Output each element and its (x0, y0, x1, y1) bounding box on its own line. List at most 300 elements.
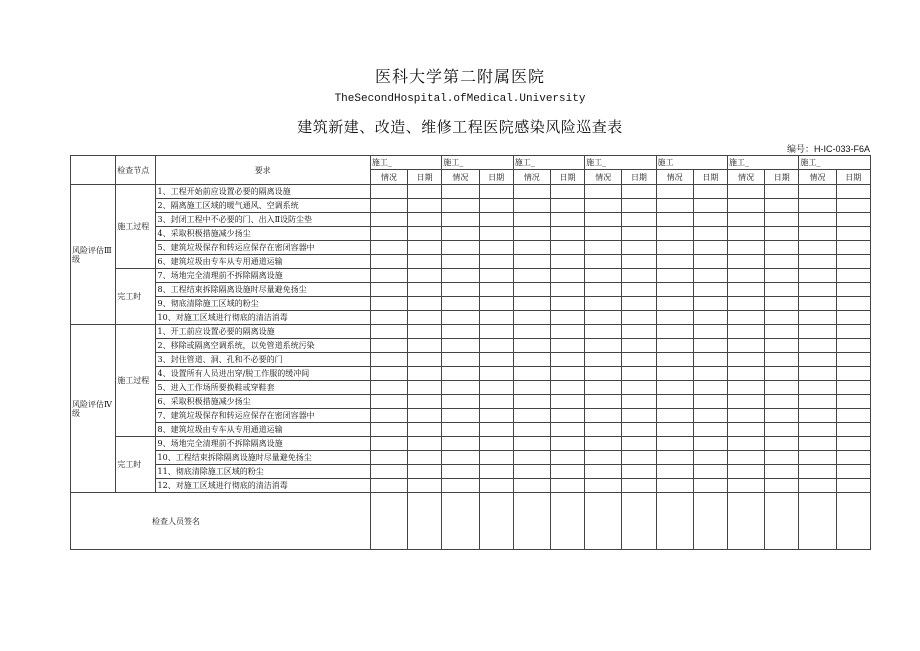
date-cell[interactable] (408, 227, 442, 241)
status-cell[interactable] (370, 283, 407, 297)
date-cell[interactable] (479, 255, 513, 269)
status-cell[interactable] (370, 255, 407, 269)
date-cell[interactable] (836, 339, 870, 353)
status-cell[interactable] (370, 339, 407, 353)
status-cell[interactable] (799, 297, 836, 311)
date-cell[interactable] (836, 297, 870, 311)
date-cell[interactable] (765, 409, 799, 423)
date-cell[interactable] (836, 269, 870, 283)
status-cell[interactable] (513, 255, 550, 269)
status-cell[interactable] (585, 185, 622, 199)
date-cell[interactable] (408, 479, 442, 493)
status-cell[interactable] (656, 269, 693, 283)
status-cell[interactable] (799, 283, 836, 297)
date-cell[interactable] (693, 199, 727, 213)
status-cell[interactable] (370, 409, 407, 423)
status-cell[interactable] (585, 451, 622, 465)
date-cell[interactable] (765, 395, 799, 409)
status-cell[interactable] (656, 479, 693, 493)
signature-cell[interactable] (656, 493, 693, 550)
status-cell[interactable] (370, 423, 407, 437)
date-cell[interactable] (622, 241, 656, 255)
status-cell[interactable] (656, 353, 693, 367)
status-cell[interactable] (442, 227, 479, 241)
date-cell[interactable] (550, 381, 584, 395)
status-cell[interactable] (585, 325, 622, 339)
status-cell[interactable] (513, 283, 550, 297)
date-cell[interactable] (836, 479, 870, 493)
status-cell[interactable] (370, 185, 407, 199)
date-cell[interactable] (622, 367, 656, 381)
date-cell[interactable] (836, 213, 870, 227)
date-cell[interactable] (550, 227, 584, 241)
date-cell[interactable] (408, 367, 442, 381)
status-cell[interactable] (727, 409, 764, 423)
status-cell[interactable] (513, 227, 550, 241)
date-cell[interactable] (550, 283, 584, 297)
date-cell[interactable] (408, 311, 442, 325)
status-cell[interactable] (799, 213, 836, 227)
date-cell[interactable] (765, 451, 799, 465)
signature-cell[interactable] (622, 493, 656, 550)
date-cell[interactable] (693, 213, 727, 227)
status-cell[interactable] (370, 465, 407, 479)
status-cell[interactable] (513, 269, 550, 283)
date-cell[interactable] (408, 451, 442, 465)
date-cell[interactable] (765, 311, 799, 325)
date-cell[interactable] (408, 199, 442, 213)
date-cell[interactable] (693, 353, 727, 367)
status-cell[interactable] (442, 409, 479, 423)
status-cell[interactable] (442, 185, 479, 199)
date-cell[interactable] (836, 437, 870, 451)
status-cell[interactable] (370, 479, 407, 493)
status-cell[interactable] (727, 353, 764, 367)
date-cell[interactable] (479, 395, 513, 409)
date-cell[interactable] (550, 409, 584, 423)
date-cell[interactable] (479, 465, 513, 479)
date-cell[interactable] (765, 353, 799, 367)
date-cell[interactable] (550, 325, 584, 339)
status-cell[interactable] (370, 269, 407, 283)
status-cell[interactable] (442, 325, 479, 339)
status-cell[interactable] (442, 269, 479, 283)
date-cell[interactable] (408, 283, 442, 297)
status-cell[interactable] (656, 437, 693, 451)
date-cell[interactable] (836, 311, 870, 325)
date-cell[interactable] (622, 255, 656, 269)
status-cell[interactable] (442, 437, 479, 451)
date-cell[interactable] (479, 269, 513, 283)
date-cell[interactable] (765, 423, 799, 437)
date-cell[interactable] (765, 339, 799, 353)
date-cell[interactable] (765, 381, 799, 395)
date-cell[interactable] (836, 395, 870, 409)
date-cell[interactable] (622, 199, 656, 213)
status-cell[interactable] (727, 297, 764, 311)
status-cell[interactable] (799, 395, 836, 409)
status-cell[interactable] (727, 269, 764, 283)
status-cell[interactable] (656, 227, 693, 241)
signature-cell[interactable] (370, 493, 407, 550)
status-cell[interactable] (513, 325, 550, 339)
status-cell[interactable] (513, 381, 550, 395)
date-cell[interactable] (550, 451, 584, 465)
status-cell[interactable] (656, 409, 693, 423)
status-cell[interactable] (727, 255, 764, 269)
status-cell[interactable] (656, 381, 693, 395)
date-cell[interactable] (693, 269, 727, 283)
date-cell[interactable] (836, 199, 870, 213)
date-cell[interactable] (622, 297, 656, 311)
signature-cell[interactable] (442, 493, 479, 550)
date-cell[interactable] (408, 241, 442, 255)
status-cell[interactable] (585, 311, 622, 325)
date-cell[interactable] (693, 409, 727, 423)
date-cell[interactable] (693, 395, 727, 409)
date-cell[interactable] (765, 325, 799, 339)
date-cell[interactable] (693, 297, 727, 311)
date-cell[interactable] (693, 283, 727, 297)
status-cell[interactable] (513, 465, 550, 479)
status-cell[interactable] (442, 395, 479, 409)
date-cell[interactable] (836, 423, 870, 437)
signature-cell[interactable] (408, 493, 442, 550)
status-cell[interactable] (656, 465, 693, 479)
status-cell[interactable] (442, 241, 479, 255)
status-cell[interactable] (585, 381, 622, 395)
date-cell[interactable] (836, 353, 870, 367)
date-cell[interactable] (693, 465, 727, 479)
status-cell[interactable] (799, 465, 836, 479)
status-cell[interactable] (727, 185, 764, 199)
date-cell[interactable] (479, 213, 513, 227)
status-cell[interactable] (585, 395, 622, 409)
status-cell[interactable] (656, 423, 693, 437)
status-cell[interactable] (513, 241, 550, 255)
date-cell[interactable] (550, 353, 584, 367)
status-cell[interactable] (585, 437, 622, 451)
signature-cell[interactable] (765, 493, 799, 550)
status-cell[interactable] (656, 367, 693, 381)
date-cell[interactable] (408, 437, 442, 451)
status-cell[interactable] (656, 339, 693, 353)
status-cell[interactable] (656, 213, 693, 227)
status-cell[interactable] (513, 423, 550, 437)
status-cell[interactable] (513, 451, 550, 465)
status-cell[interactable] (727, 199, 764, 213)
date-cell[interactable] (693, 451, 727, 465)
date-cell[interactable] (479, 325, 513, 339)
status-cell[interactable] (513, 353, 550, 367)
date-cell[interactable] (693, 423, 727, 437)
status-cell[interactable] (370, 451, 407, 465)
date-cell[interactable] (408, 325, 442, 339)
status-cell[interactable] (656, 199, 693, 213)
date-cell[interactable] (479, 227, 513, 241)
date-cell[interactable] (836, 325, 870, 339)
status-cell[interactable] (513, 395, 550, 409)
status-cell[interactable] (799, 479, 836, 493)
status-cell[interactable] (585, 353, 622, 367)
date-cell[interactable] (622, 451, 656, 465)
status-cell[interactable] (513, 311, 550, 325)
date-cell[interactable] (479, 241, 513, 255)
date-cell[interactable] (550, 185, 584, 199)
status-cell[interactable] (442, 465, 479, 479)
status-cell[interactable] (585, 199, 622, 213)
date-cell[interactable] (479, 297, 513, 311)
date-cell[interactable] (479, 283, 513, 297)
date-cell[interactable] (408, 395, 442, 409)
date-cell[interactable] (550, 479, 584, 493)
status-cell[interactable] (513, 367, 550, 381)
date-cell[interactable] (765, 297, 799, 311)
date-cell[interactable] (622, 269, 656, 283)
status-cell[interactable] (585, 367, 622, 381)
date-cell[interactable] (479, 185, 513, 199)
date-cell[interactable] (550, 437, 584, 451)
status-cell[interactable] (727, 339, 764, 353)
status-cell[interactable] (799, 185, 836, 199)
date-cell[interactable] (693, 311, 727, 325)
status-cell[interactable] (727, 227, 764, 241)
status-cell[interactable] (585, 227, 622, 241)
status-cell[interactable] (513, 437, 550, 451)
status-cell[interactable] (370, 437, 407, 451)
status-cell[interactable] (442, 423, 479, 437)
date-cell[interactable] (479, 353, 513, 367)
status-cell[interactable] (656, 311, 693, 325)
date-cell[interactable] (408, 409, 442, 423)
status-cell[interactable] (513, 479, 550, 493)
date-cell[interactable] (693, 437, 727, 451)
date-cell[interactable] (408, 353, 442, 367)
status-cell[interactable] (513, 213, 550, 227)
date-cell[interactable] (622, 311, 656, 325)
status-cell[interactable] (442, 199, 479, 213)
date-cell[interactable] (550, 213, 584, 227)
status-cell[interactable] (585, 241, 622, 255)
date-cell[interactable] (479, 381, 513, 395)
status-cell[interactable] (585, 409, 622, 423)
date-cell[interactable] (622, 213, 656, 227)
status-cell[interactable] (513, 297, 550, 311)
date-cell[interactable] (836, 255, 870, 269)
status-cell[interactable] (656, 325, 693, 339)
status-cell[interactable] (799, 339, 836, 353)
date-cell[interactable] (622, 339, 656, 353)
status-cell[interactable] (442, 367, 479, 381)
date-cell[interactable] (550, 311, 584, 325)
date-cell[interactable] (408, 297, 442, 311)
status-cell[interactable] (799, 367, 836, 381)
date-cell[interactable] (408, 213, 442, 227)
signature-cell[interactable] (479, 493, 513, 550)
status-cell[interactable] (442, 353, 479, 367)
date-cell[interactable] (693, 381, 727, 395)
status-cell[interactable] (513, 199, 550, 213)
date-cell[interactable] (765, 269, 799, 283)
date-cell[interactable] (408, 423, 442, 437)
date-cell[interactable] (693, 241, 727, 255)
status-cell[interactable] (656, 283, 693, 297)
date-cell[interactable] (550, 297, 584, 311)
status-cell[interactable] (727, 367, 764, 381)
status-cell[interactable] (585, 213, 622, 227)
status-cell[interactable] (727, 479, 764, 493)
date-cell[interactable] (765, 213, 799, 227)
status-cell[interactable] (442, 283, 479, 297)
status-cell[interactable] (656, 255, 693, 269)
status-cell[interactable] (656, 451, 693, 465)
date-cell[interactable] (765, 241, 799, 255)
date-cell[interactable] (693, 367, 727, 381)
date-cell[interactable] (765, 283, 799, 297)
date-cell[interactable] (836, 409, 870, 423)
status-cell[interactable] (799, 451, 836, 465)
date-cell[interactable] (550, 395, 584, 409)
status-cell[interactable] (513, 339, 550, 353)
status-cell[interactable] (799, 255, 836, 269)
status-cell[interactable] (799, 199, 836, 213)
signature-cell[interactable] (693, 493, 727, 550)
status-cell[interactable] (727, 451, 764, 465)
status-cell[interactable] (370, 241, 407, 255)
date-cell[interactable] (479, 437, 513, 451)
date-cell[interactable] (408, 381, 442, 395)
status-cell[interactable] (799, 269, 836, 283)
date-cell[interactable] (479, 479, 513, 493)
signature-cell[interactable] (550, 493, 584, 550)
signature-cell[interactable] (513, 493, 550, 550)
status-cell[interactable] (442, 311, 479, 325)
status-cell[interactable] (585, 255, 622, 269)
date-cell[interactable] (408, 185, 442, 199)
date-cell[interactable] (622, 283, 656, 297)
date-cell[interactable] (693, 255, 727, 269)
date-cell[interactable] (765, 227, 799, 241)
status-cell[interactable] (727, 395, 764, 409)
date-cell[interactable] (622, 353, 656, 367)
date-cell[interactable] (836, 451, 870, 465)
date-cell[interactable] (622, 395, 656, 409)
date-cell[interactable] (836, 185, 870, 199)
date-cell[interactable] (622, 227, 656, 241)
date-cell[interactable] (765, 367, 799, 381)
date-cell[interactable] (479, 367, 513, 381)
signature-cell[interactable] (585, 493, 622, 550)
date-cell[interactable] (408, 465, 442, 479)
date-cell[interactable] (550, 255, 584, 269)
status-cell[interactable] (370, 381, 407, 395)
status-cell[interactable] (370, 213, 407, 227)
status-cell[interactable] (442, 381, 479, 395)
date-cell[interactable] (765, 199, 799, 213)
date-cell[interactable] (836, 367, 870, 381)
date-cell[interactable] (622, 423, 656, 437)
date-cell[interactable] (693, 227, 727, 241)
date-cell[interactable] (622, 185, 656, 199)
date-cell[interactable] (622, 325, 656, 339)
date-cell[interactable] (693, 325, 727, 339)
date-cell[interactable] (622, 409, 656, 423)
date-cell[interactable] (550, 199, 584, 213)
date-cell[interactable] (765, 185, 799, 199)
status-cell[interactable] (442, 297, 479, 311)
date-cell[interactable] (622, 381, 656, 395)
date-cell[interactable] (479, 409, 513, 423)
date-cell[interactable] (622, 437, 656, 451)
date-cell[interactable] (765, 479, 799, 493)
status-cell[interactable] (585, 423, 622, 437)
status-cell[interactable] (799, 241, 836, 255)
status-cell[interactable] (370, 227, 407, 241)
status-cell[interactable] (799, 437, 836, 451)
date-cell[interactable] (408, 269, 442, 283)
date-cell[interactable] (836, 465, 870, 479)
signature-cell[interactable] (836, 493, 870, 550)
status-cell[interactable] (727, 437, 764, 451)
status-cell[interactable] (727, 465, 764, 479)
status-cell[interactable] (799, 227, 836, 241)
date-cell[interactable] (550, 367, 584, 381)
status-cell[interactable] (656, 395, 693, 409)
status-cell[interactable] (727, 325, 764, 339)
date-cell[interactable] (836, 241, 870, 255)
status-cell[interactable] (727, 213, 764, 227)
date-cell[interactable] (550, 423, 584, 437)
status-cell[interactable] (799, 325, 836, 339)
date-cell[interactable] (836, 227, 870, 241)
status-cell[interactable] (370, 367, 407, 381)
status-cell[interactable] (727, 423, 764, 437)
status-cell[interactable] (442, 255, 479, 269)
status-cell[interactable] (656, 297, 693, 311)
date-cell[interactable] (408, 255, 442, 269)
date-cell[interactable] (408, 339, 442, 353)
status-cell[interactable] (513, 185, 550, 199)
date-cell[interactable] (479, 199, 513, 213)
date-cell[interactable] (765, 437, 799, 451)
date-cell[interactable] (479, 451, 513, 465)
status-cell[interactable] (799, 423, 836, 437)
status-cell[interactable] (727, 241, 764, 255)
date-cell[interactable] (693, 339, 727, 353)
date-cell[interactable] (836, 381, 870, 395)
signature-cell[interactable] (727, 493, 764, 550)
date-cell[interactable] (693, 479, 727, 493)
status-cell[interactable] (799, 353, 836, 367)
status-cell[interactable] (370, 199, 407, 213)
date-cell[interactable] (550, 269, 584, 283)
status-cell[interactable] (585, 283, 622, 297)
date-cell[interactable] (550, 465, 584, 479)
status-cell[interactable] (585, 297, 622, 311)
date-cell[interactable] (622, 479, 656, 493)
status-cell[interactable] (370, 395, 407, 409)
date-cell[interactable] (693, 185, 727, 199)
status-cell[interactable] (370, 311, 407, 325)
status-cell[interactable] (799, 311, 836, 325)
status-cell[interactable] (442, 213, 479, 227)
date-cell[interactable] (479, 423, 513, 437)
date-cell[interactable] (550, 339, 584, 353)
date-cell[interactable] (765, 255, 799, 269)
date-cell[interactable] (622, 465, 656, 479)
status-cell[interactable] (799, 381, 836, 395)
status-cell[interactable] (370, 353, 407, 367)
